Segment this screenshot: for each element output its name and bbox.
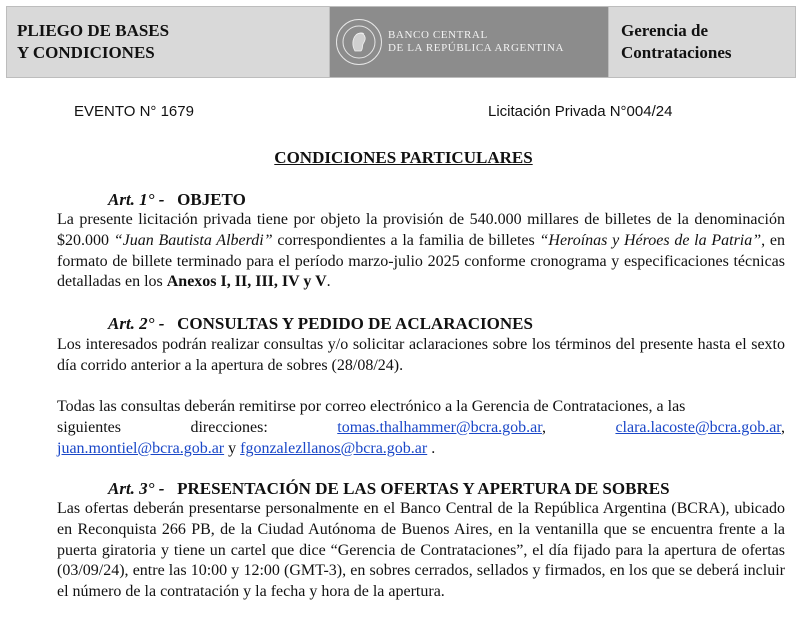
bank-name-line1: BANCO CENTRAL — [388, 29, 488, 41]
article-3-text: Las ofertas deberán presentarse personalmente en el Banco Central de la República Argentina (BCRA), ubicado en Reconquista 266 PB, de la Ciudad Autónoma de Buenos Aires, en la ventanilla que se encuentra frente a la puerta giratoria y tiene un cartel que dice “Gerencia de Contrataciones”, el día fijado para la apertura de ofertas (03/09/24), entre las 10:00 y 12:00 (GMT-3), en sobres cerrados, sellados y firmados, en los que se deberá incluir el número de la contratación y la fecha y hora de la apertura. — [57, 500, 785, 601]
email-end: . — [427, 439, 436, 457]
email-1-comma: , — [541, 418, 546, 436]
email-2-comma: , — [781, 418, 785, 436]
article-2-heading — [108, 314, 533, 334]
article-1-italic-1: “Juan Bautista Alberdi” — [113, 231, 273, 249]
email-link-3[interactable]: juan.montiel@bcra.gob.ar — [57, 439, 225, 457]
article-2-title: CONSULTAS Y PEDIDO DE ACLARACIONES — [177, 314, 533, 333]
header-title-line2: Y CONDICIONES — [17, 43, 155, 62]
article-1-number: Art. 1° - — [108, 190, 165, 209]
header-department-box — [609, 7, 795, 77]
email-link-4[interactable]: fgonzalezllanos@bcra.gob.ar — [240, 439, 428, 457]
article-1-title: OBJETO — [177, 190, 246, 209]
bank-logo-box — [330, 7, 609, 77]
email-link-1[interactable]: tomas.thalhammer@bcra.gob.ar — [337, 418, 542, 436]
bank-seal-icon — [336, 19, 382, 65]
article-1-text — [57, 210, 785, 293]
article-1-text-part2: correspondientes a la familia de billetes — [272, 231, 540, 249]
article-3-title: PRESENTACIÓN DE LAS OFERTAS Y APERTURA DE SOBRES — [177, 479, 670, 498]
article-1-text-part3: , en formato de billete terminado para el período marzo-julio 2025 conforme cronograma y especificaciones técnicas detalladas en los — [57, 231, 786, 291]
article-2-text-2-line1: Todas las consultas deberán remitirse por correo electrónico a la Gerencia de Contrataciones, a las — [57, 398, 686, 415]
email-2-group — [615, 418, 785, 439]
article-3-heading — [108, 479, 670, 499]
event-number: EVENTO N° 1679 — [74, 103, 194, 120]
email-line-2 — [57, 439, 785, 460]
article-1-heading — [108, 190, 246, 210]
header-department-line2: Contrataciones — [621, 43, 732, 62]
header-title-line1: PLIEGO DE BASES — [17, 21, 170, 40]
email-y-word: y — [224, 439, 241, 457]
header-title-box — [7, 7, 330, 77]
article-1-italic-2: “Heroínas y Héroes de la Patria” — [539, 231, 762, 249]
email-1-group — [337, 418, 546, 439]
bank-name — [388, 29, 564, 55]
header-department-line1: Gerencia de — [621, 21, 709, 40]
licitacion-number: Licitación Privada N°004/24 — [488, 103, 673, 120]
article-2-number: Art. 2° - — [108, 314, 165, 333]
document-header — [6, 6, 796, 78]
bank-name-line2: DE LA REPÚBLICA ARGENTINA — [388, 42, 565, 54]
article-2-text-1: Los interesados podrán realizar consultas y/o solicitar aclaraciones sobre los términos del presente hasta el sexto día corrido anterior a la apertura de sobres (28/08/24). — [57, 336, 785, 374]
section-title: CONDICIONES PARTICULARES — [274, 148, 533, 167]
article-1-text-end: . — [326, 273, 331, 291]
email-link-2[interactable]: clara.lacoste@bcra.gob.ar — [615, 418, 781, 436]
email-line — [57, 418, 785, 439]
article-1-text-part1: La presente licitación privada tiene por objeto la provisión de 540.000 millares de billetes de la denominación $20.000 — [57, 211, 785, 249]
article-3-number: Art. 3° - — [108, 479, 165, 498]
article-1-annexes: Anexos I, II, III, IV y V — [166, 273, 327, 291]
article-2-text-2 — [57, 397, 785, 459]
word-siguientes: siguientes — [57, 418, 121, 436]
word-direcciones: direcciones: — [190, 418, 268, 436]
